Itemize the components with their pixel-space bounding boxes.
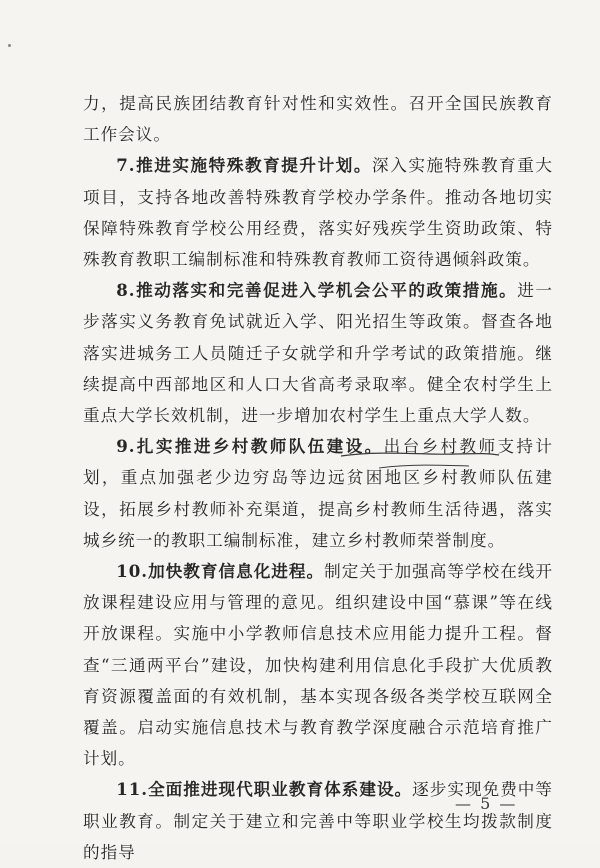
item-8-heading: 8.推动落实和完善促进入学机会公平的政策措施。 — [116, 280, 518, 301]
paragraph-item-7 — [83, 150, 553, 275]
item-11-heading: 11.全面推进现代职业教育体系建设。 — [116, 779, 413, 800]
item-10-heading: 10.加快教育信息化进程。 — [116, 561, 325, 582]
paragraph-item-11 — [83, 774, 553, 868]
scan-speck — [8, 44, 11, 47]
paragraph-continuation — [83, 88, 553, 150]
page-number: — 5 — — [455, 794, 518, 813]
item-8-text: 进一步落实义务教育免试就近入学、阳光招生等政策。督查各地落实进城务工人员随迁子女就学和升学考试的政策措施。继续提高中西部地区和人口大省高考录取率。健全农村学生上重点大学长效机制，进一步增加农村学生上重点大学人数。 — [83, 281, 553, 426]
item-10-text: 制定关于加强高等学校在线开放课程建设应用与管理的意见。组织建设中国“慕课”等在线开放课程。实施中小学教师信息技术应用能力提升工程。督查“三通两平台”建设，加快构建利用信息化手段扩大优质教育资源覆盖面的有效机制，基本实现各级各类学校互联网全覆盖。启动实施信息技术与教育教学深度融合示范培育推广计划。 — [83, 562, 554, 769]
paragraph-item-8 — [83, 275, 553, 431]
item-7-text: 深入实施特殊教育重大项目，支持各地改善特殊教育学校办学条件。推动各地切实保障特殊教育学校公用经费，落实好残疾学生资助政策、特殊教育教职工编制标准和特殊教育教师工资待遇倾斜政策。 — [83, 156, 554, 270]
item-9-heading: 9.扎实推进乡村教师队伍建设。 — [116, 436, 384, 457]
paragraph-text: 力，提高民族团结教育针对性和实效性。召开全国民族教育工作会议。 — [83, 94, 553, 145]
document-body — [83, 88, 553, 868]
item-7-heading: 7.推进实施特殊教育提升计划。 — [116, 155, 373, 176]
paragraph-item-9 — [83, 431, 553, 556]
paragraph-item-10 — [83, 556, 553, 774]
item-9-text: 出台乡村教师支持计划，重点加强老少边穷岛等边远贫困地区乡村教师队伍建设，拓展乡村教师补充渠道，提高乡村教师生活待遇，落实城乡统一的教职工编制标准，建立乡村教师荣誉制度。 — [83, 437, 553, 550]
item-11-text: 逐步实现免费中等职业教育。制定关于建立和完善中等职业学校生均拨款制度的指导 — [83, 780, 554, 862]
